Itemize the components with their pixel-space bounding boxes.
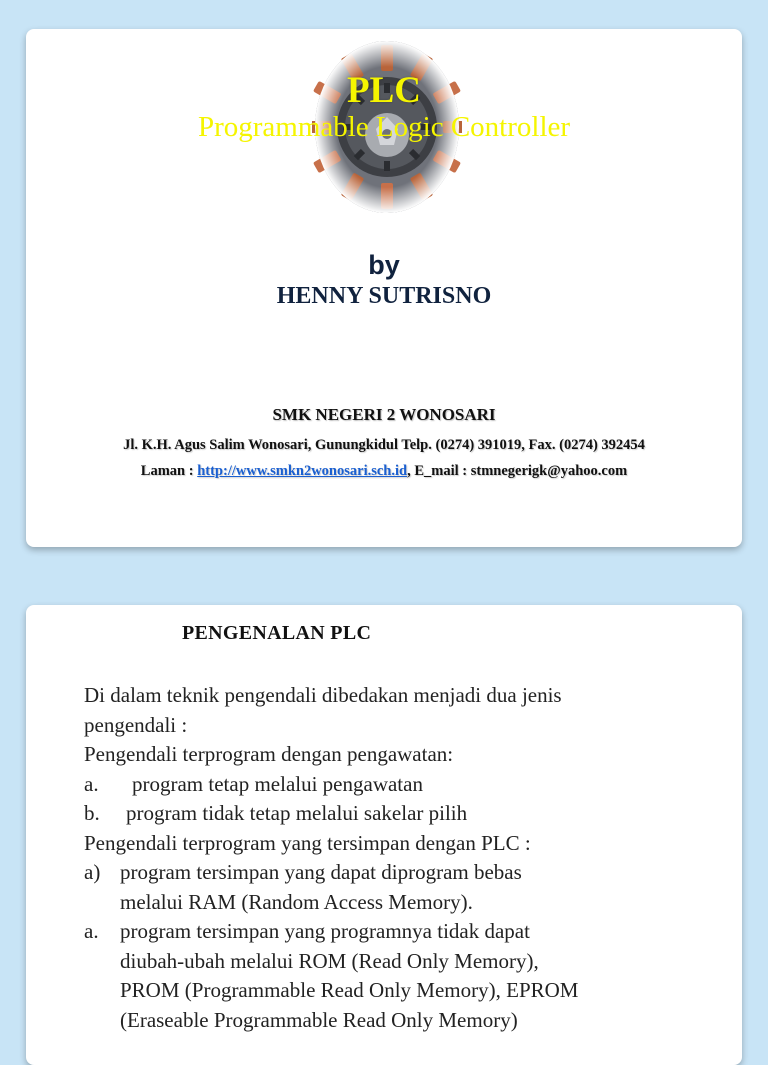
- list-item: [84, 770, 684, 800]
- list-item: [84, 799, 684, 829]
- list-text: program tersimpan yang dapat diprogram bebas: [120, 860, 522, 884]
- list-marker: a.: [84, 771, 99, 796]
- school-contact: [26, 460, 742, 482]
- intro-line: pengendali :: [84, 712, 188, 737]
- school-name: SMK NEGERI 2 WONOSARI: [272, 405, 496, 424]
- title-slide: [26, 29, 742, 547]
- school-address: Jl. K.H. Agus Salim Wonosari, Gunungkidul Telp. (0274) 391019, Fax. (0274) 392454: [123, 437, 645, 453]
- list-marker: a.: [84, 919, 99, 943]
- intro-slide: [26, 605, 742, 1065]
- list-text: melalui RAM (Random Access Memory).: [120, 889, 473, 914]
- contact-email: , E_mail : stmnegerigk@yahoo.com: [407, 463, 628, 479]
- list-item: [84, 917, 684, 1035]
- list-marker: b.: [84, 801, 100, 825]
- website-link[interactable]: http://www.smkn2wonosari.sch.id: [197, 463, 408, 479]
- by-label: by: [368, 250, 400, 280]
- slide-body: [84, 681, 684, 1035]
- slide-title: PLC: [347, 70, 421, 111]
- slide-heading: PENGENALAN PLC: [182, 622, 372, 644]
- list-text: program tidak tetap melalui sakelar pilih: [126, 801, 468, 825]
- list-text: program tersimpan yang programnya tidak dapat: [120, 919, 530, 943]
- intro-line: Di dalam teknik pengendali dibedakan menjadi dua jenis: [84, 683, 562, 707]
- slide-subtitle: Programmable Logic Controller: [197, 111, 571, 143]
- plc-title: Pengendali terprogram yang tersimpan dengan PLC :: [84, 830, 531, 855]
- list-item: [84, 858, 684, 917]
- author-name: HENNY SUTRISNO: [276, 283, 492, 309]
- contact-prefix: Laman :: [140, 463, 198, 479]
- list-text: program tetap melalui pengawatan: [132, 771, 423, 796]
- list-text: diubah-ubah melalui ROM (Read Only Memory),: [120, 948, 539, 973]
- wired-title: Pengendali terprogram dengan pengawatan:: [84, 742, 454, 766]
- list-marker: a): [84, 860, 101, 884]
- list-text: PROM (Programmable Read Only Memory), EPROM: [120, 978, 579, 1002]
- list-text: (Eraseable Programmable Read Only Memory): [120, 1007, 518, 1032]
